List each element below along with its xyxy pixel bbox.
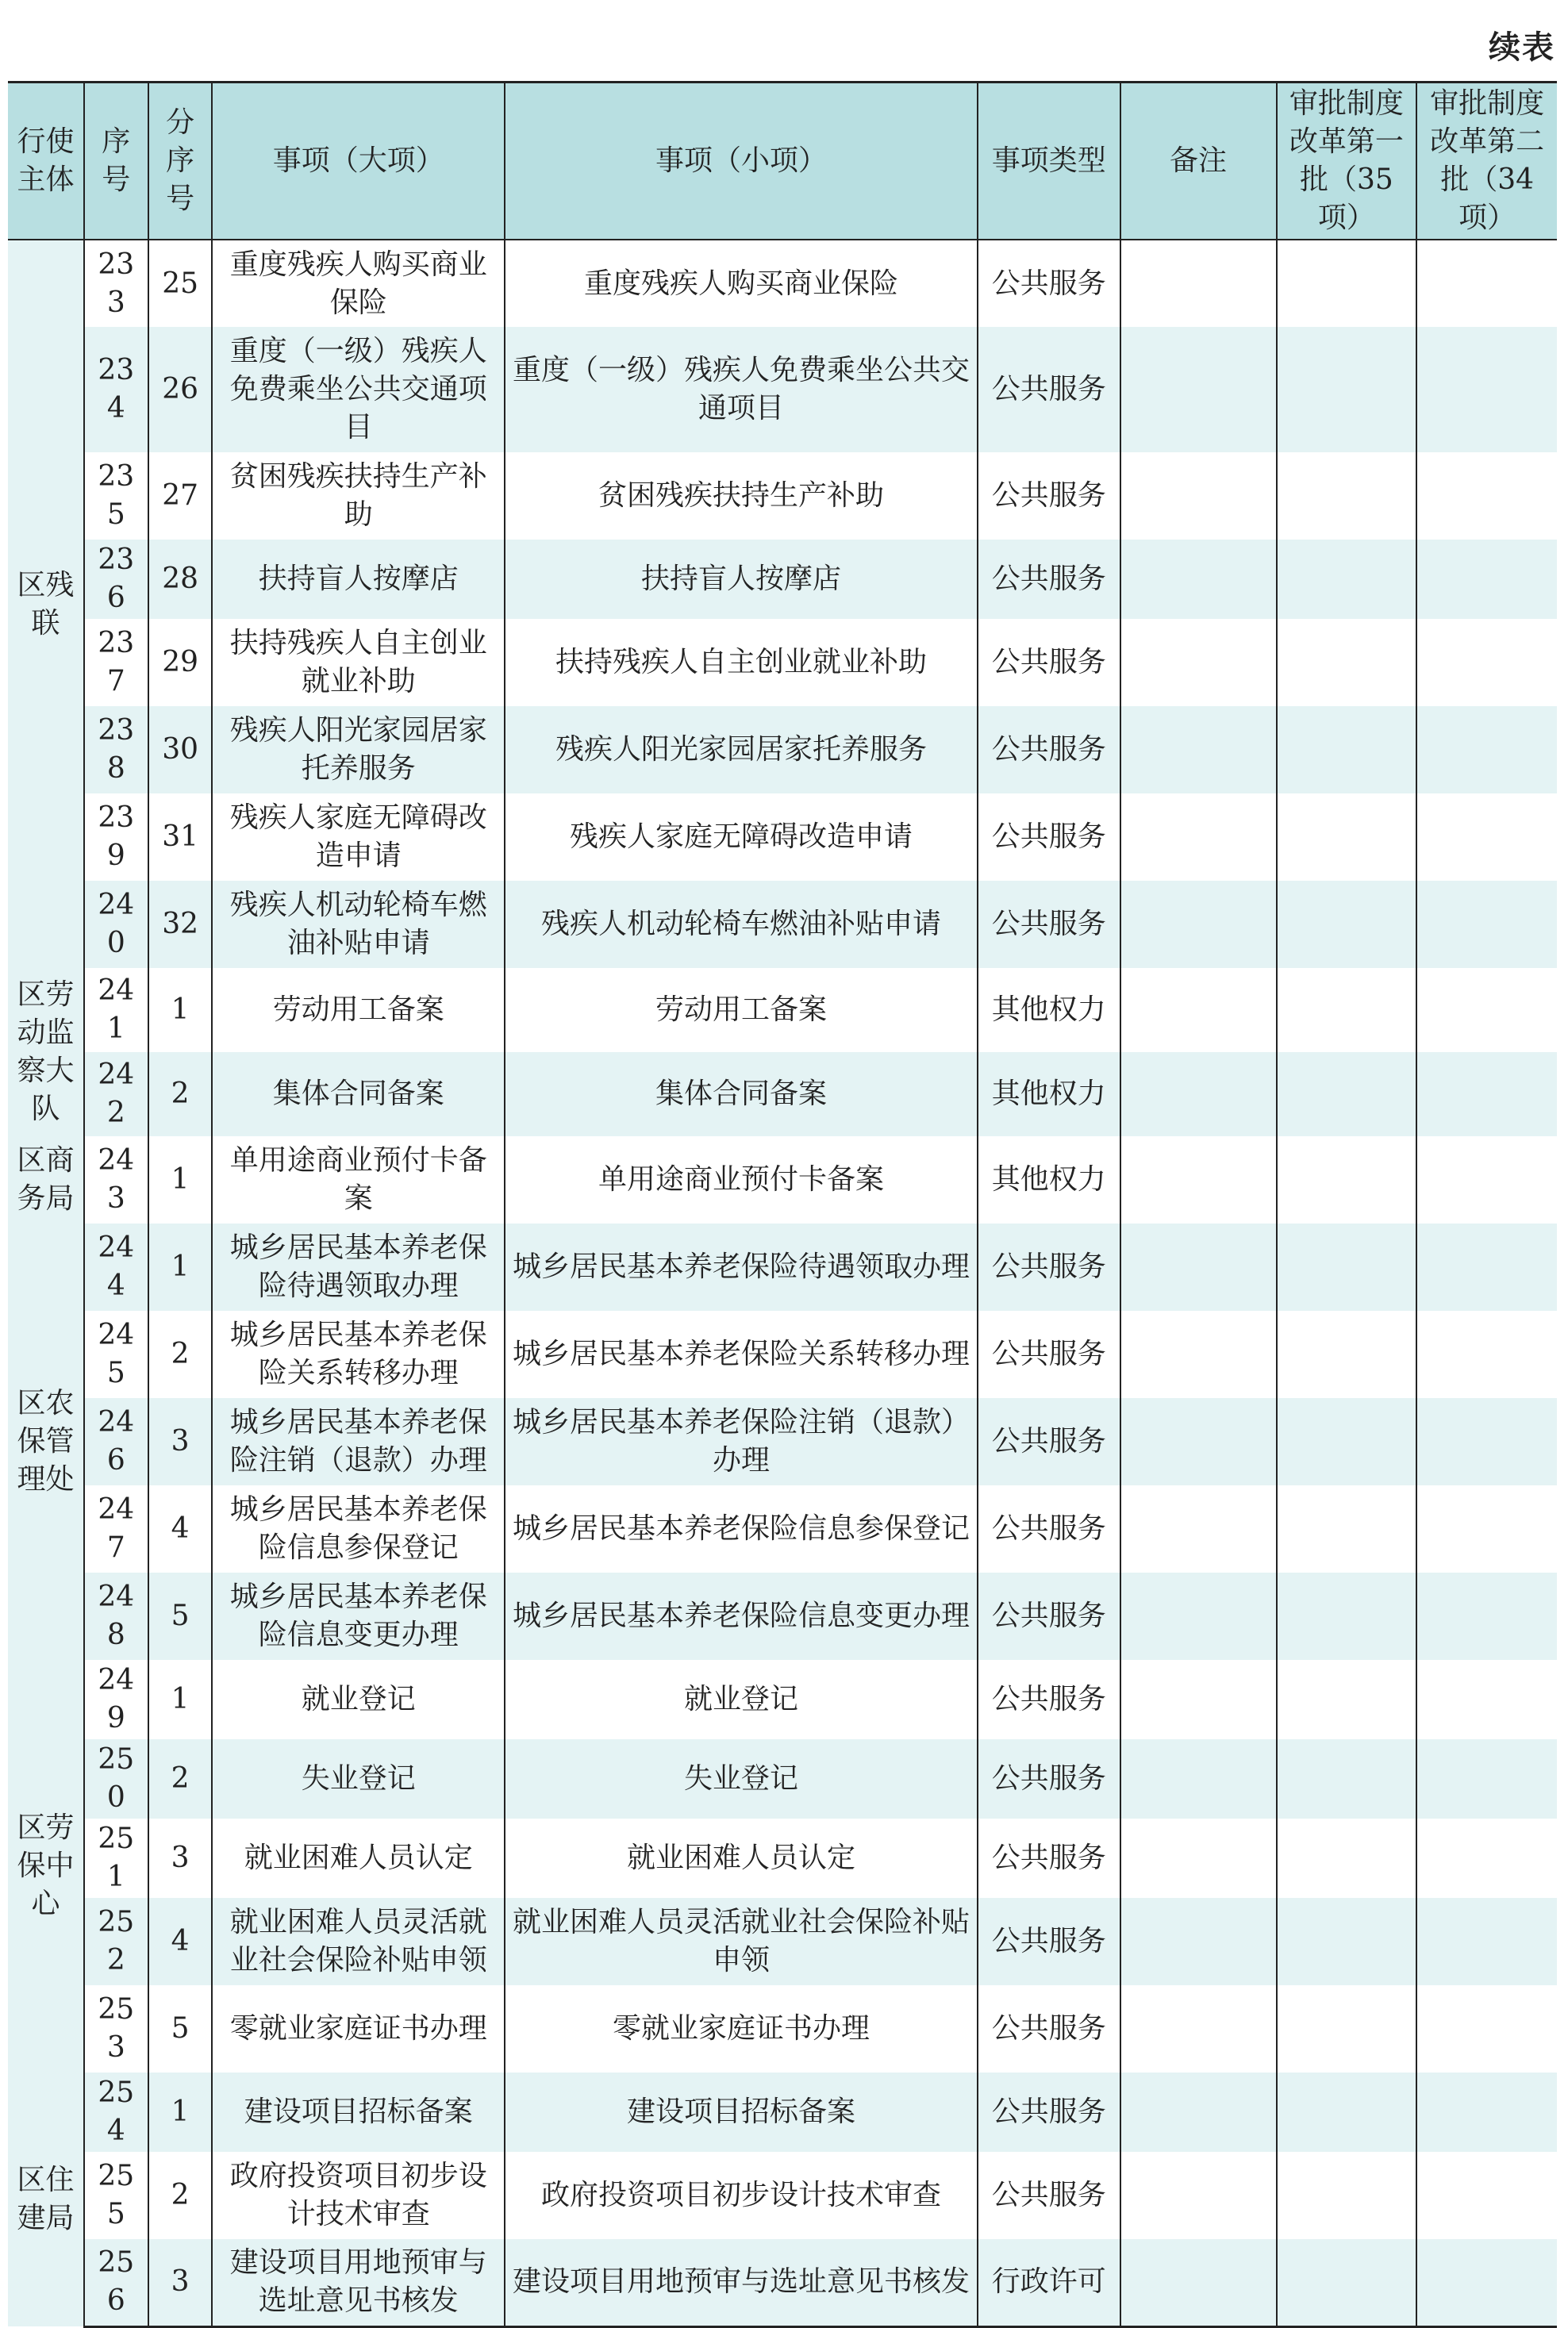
batch-1-cell [1277, 1739, 1417, 1819]
note-cell [1120, 540, 1277, 619]
note-cell [1120, 1224, 1277, 1311]
seq-cell: 240 [84, 881, 148, 968]
sub-seq-cell: 29 [148, 619, 213, 706]
major-item-cell: 就业登记 [212, 1660, 505, 1739]
batch-1-cell [1277, 1985, 1417, 2073]
seq-cell: 252 [84, 1898, 148, 1985]
note-cell [1120, 452, 1277, 540]
major-item-cell: 集体合同备案 [212, 1052, 505, 1136]
seq-cell: 243 [84, 1136, 148, 1224]
table-row [8, 1985, 1557, 2073]
batch-1-cell [1277, 706, 1417, 793]
body-cell: 区商务局 [8, 1136, 84, 1224]
table-row [8, 1311, 1557, 1398]
minor-item-cell: 残疾人家庭无障碍改造申请 [505, 793, 978, 881]
major-item-cell: 城乡居民基本养老保险注销（退款）办理 [212, 1398, 505, 1485]
seq-cell: 251 [84, 1819, 148, 1898]
batch-1-cell [1277, 881, 1417, 968]
body-cell: 区劳保中心 [8, 1660, 84, 2073]
item-type-cell: 公共服务 [978, 1224, 1120, 1311]
batch-1-cell [1277, 1136, 1417, 1224]
table-row [8, 1660, 1557, 1739]
batch-1-cell [1277, 2239, 1417, 2326]
minor-item-cell: 政府投资项目初步设计技术审查 [505, 2152, 978, 2239]
batch-2-cell [1416, 240, 1557, 327]
batch-1-cell [1277, 1898, 1417, 1985]
item-type-cell: 公共服务 [978, 1898, 1120, 1985]
header-major-item: 事项（大项） [212, 83, 505, 240]
item-type-cell: 公共服务 [978, 1398, 1120, 1485]
header-row [8, 83, 1557, 240]
batch-2-cell [1416, 2239, 1557, 2326]
table-row [8, 1739, 1557, 1819]
sub-seq-cell: 5 [148, 1573, 213, 1660]
seq-cell: 234 [84, 327, 148, 452]
note-cell [1120, 2152, 1277, 2239]
batch-1-cell [1277, 619, 1417, 706]
minor-item-cell: 集体合同备案 [505, 1052, 978, 1136]
note-cell [1120, 240, 1277, 327]
minor-item-cell: 城乡居民基本养老保险注销（退款）办理 [505, 1398, 978, 1485]
table-row [8, 240, 1557, 327]
major-item-cell: 零就业家庭证书办理 [212, 1985, 505, 2073]
major-item-cell: 劳动用工备案 [212, 968, 505, 1052]
sub-seq-cell: 1 [148, 1224, 213, 1311]
batch-1-cell [1277, 2073, 1417, 2152]
sub-seq-cell: 2 [148, 1311, 213, 1398]
sub-seq-cell: 32 [148, 881, 213, 968]
note-cell [1120, 1485, 1277, 1573]
table-row [8, 327, 1557, 452]
batch-1-cell [1277, 240, 1417, 327]
seq-cell: 250 [84, 1739, 148, 1819]
item-type-cell: 公共服务 [978, 2073, 1120, 2152]
major-item-cell: 残疾人阳光家园居家托养服务 [212, 706, 505, 793]
note-cell [1120, 327, 1277, 452]
note-cell [1120, 1898, 1277, 1985]
batch-1-cell [1277, 1573, 1417, 1660]
sub-seq-cell: 4 [148, 1898, 213, 1985]
minor-item-cell: 残疾人机动轮椅车燃油补贴申请 [505, 881, 978, 968]
minor-item-cell: 城乡居民基本养老保险信息变更办理 [505, 1573, 978, 1660]
batch-2-cell [1416, 327, 1557, 452]
item-type-cell: 公共服务 [978, 706, 1120, 793]
batch-2-cell [1416, 1985, 1557, 2073]
sub-seq-cell: 27 [148, 452, 213, 540]
batch-2-cell [1416, 1136, 1557, 1224]
note-cell [1120, 1985, 1277, 2073]
item-type-cell: 公共服务 [978, 1985, 1120, 2073]
seq-cell: 255 [84, 2152, 148, 2239]
table-row [8, 1224, 1557, 1311]
note-cell [1120, 1311, 1277, 1398]
table-row [8, 1052, 1557, 1136]
note-cell [1120, 2073, 1277, 2152]
body-cell: 区农保管理处 [8, 1224, 84, 1660]
sub-seq-cell: 1 [148, 1660, 213, 1739]
major-item-cell: 扶持盲人按摩店 [212, 540, 505, 619]
major-item-cell: 失业登记 [212, 1739, 505, 1819]
minor-item-cell: 残疾人阳光家园居家托养服务 [505, 706, 978, 793]
note-cell [1120, 793, 1277, 881]
table-row [8, 619, 1557, 706]
major-item-cell: 就业困难人员认定 [212, 1819, 505, 1898]
major-item-cell: 重度（一级）残疾人免费乘坐公共交通项目 [212, 327, 505, 452]
minor-item-cell: 建设项目用地预审与选址意见书核发 [505, 2239, 978, 2326]
sub-seq-cell: 1 [148, 2073, 213, 2152]
note-cell [1120, 881, 1277, 968]
table-row [8, 1398, 1557, 1485]
header-body: 行使主体 [8, 83, 84, 240]
header-batch-2: 审批制度改革第二批（34项） [1416, 83, 1557, 240]
table-body [8, 240, 1557, 2326]
table-row [8, 881, 1557, 968]
seq-cell: 245 [84, 1311, 148, 1398]
seq-cell: 256 [84, 2239, 148, 2326]
sub-seq-cell: 26 [148, 327, 213, 452]
major-item-cell: 残疾人机动轮椅车燃油补贴申请 [212, 881, 505, 968]
item-type-cell: 其他权力 [978, 1136, 1120, 1224]
note-cell [1120, 968, 1277, 1052]
batch-1-cell [1277, 968, 1417, 1052]
continued-label: 续表 [1489, 29, 1555, 66]
item-type-cell: 其他权力 [978, 1052, 1120, 1136]
major-item-cell: 就业困难人员灵活就业社会保险补贴申领 [212, 1898, 505, 1985]
sub-seq-cell: 3 [148, 1819, 213, 1898]
seq-cell: 233 [84, 240, 148, 327]
minor-item-cell: 零就业家庭证书办理 [505, 1985, 978, 2073]
item-type-cell: 行政许可 [978, 2239, 1120, 2326]
minor-item-cell: 单用途商业预付卡备案 [505, 1136, 978, 1224]
minor-item-cell: 扶持盲人按摩店 [505, 540, 978, 619]
item-type-cell: 公共服务 [978, 540, 1120, 619]
sub-seq-cell: 1 [148, 1136, 213, 1224]
note-cell [1120, 1398, 1277, 1485]
minor-item-cell: 城乡居民基本养老保险关系转移办理 [505, 1311, 978, 1398]
major-item-cell: 城乡居民基本养老保险信息变更办理 [212, 1573, 505, 1660]
major-item-cell: 贫困残疾扶持生产补助 [212, 452, 505, 540]
sub-seq-cell: 31 [148, 793, 213, 881]
note-cell [1120, 1573, 1277, 1660]
header-item-type: 事项类型 [978, 83, 1120, 240]
item-type-cell: 公共服务 [978, 1739, 1120, 1819]
major-item-cell: 重度残疾人购买商业保险 [212, 240, 505, 327]
batch-1-cell [1277, 1311, 1417, 1398]
item-type-cell: 公共服务 [978, 327, 1120, 452]
batch-1-cell [1277, 1398, 1417, 1485]
item-type-cell: 公共服务 [978, 881, 1120, 968]
table-row [8, 793, 1557, 881]
sub-seq-cell: 30 [148, 706, 213, 793]
major-item-cell: 城乡居民基本养老保险信息参保登记 [212, 1485, 505, 1573]
batch-2-cell [1416, 793, 1557, 881]
table-row [8, 1573, 1557, 1660]
table-row [8, 2239, 1557, 2326]
item-type-cell: 公共服务 [978, 1311, 1120, 1398]
note-cell [1120, 1136, 1277, 1224]
batch-1-cell [1277, 1660, 1417, 1739]
header-batch-1: 审批制度改革第一批（35项） [1277, 83, 1417, 240]
body-cell: 区住建局 [8, 2073, 84, 2326]
seq-cell: 237 [84, 619, 148, 706]
seq-cell: 253 [84, 1985, 148, 2073]
item-type-cell: 公共服务 [978, 452, 1120, 540]
minor-item-cell: 就业困难人员灵活就业社会保险补贴申领 [505, 1898, 978, 1985]
batch-1-cell [1277, 1052, 1417, 1136]
note-cell [1120, 1819, 1277, 1898]
batch-2-cell [1416, 706, 1557, 793]
header-minor-item: 事项（小项） [505, 83, 978, 240]
batch-2-cell [1416, 619, 1557, 706]
table-row [8, 968, 1557, 1052]
batch-1-cell [1277, 452, 1417, 540]
major-item-cell: 城乡居民基本养老保险待遇领取办理 [212, 1224, 505, 1311]
batch-2-cell [1416, 2152, 1557, 2239]
sub-seq-cell: 4 [148, 1485, 213, 1573]
minor-item-cell: 失业登记 [505, 1739, 978, 1819]
batch-2-cell [1416, 1660, 1557, 1739]
table-row [8, 1819, 1557, 1898]
batch-2-cell [1416, 540, 1557, 619]
seq-cell: 242 [84, 1052, 148, 1136]
header-seq: 序号 [84, 83, 148, 240]
major-item-cell: 建设项目用地预审与选址意见书核发 [212, 2239, 505, 2326]
batch-1-cell [1277, 2152, 1417, 2239]
minor-item-cell: 重度残疾人购买商业保险 [505, 240, 978, 327]
batch-2-cell [1416, 1819, 1557, 1898]
item-type-cell: 公共服务 [978, 1660, 1120, 1739]
major-item-cell: 扶持残疾人自主创业就业补助 [212, 619, 505, 706]
item-type-cell: 公共服务 [978, 2152, 1120, 2239]
major-item-cell: 城乡居民基本养老保险关系转移办理 [212, 1311, 505, 1398]
sub-seq-cell: 28 [148, 540, 213, 619]
sub-seq-cell: 1 [148, 968, 213, 1052]
item-type-cell: 公共服务 [978, 1819, 1120, 1898]
seq-cell: 244 [84, 1224, 148, 1311]
seq-cell: 247 [84, 1485, 148, 1573]
batch-2-cell [1416, 1224, 1557, 1311]
table-row [8, 1485, 1557, 1573]
seq-cell: 241 [84, 968, 148, 1052]
major-item-cell: 建设项目招标备案 [212, 2073, 505, 2152]
minor-item-cell: 贫困残疾扶持生产补助 [505, 452, 978, 540]
note-cell [1120, 1052, 1277, 1136]
batch-1-cell [1277, 1819, 1417, 1898]
seq-cell: 236 [84, 540, 148, 619]
item-type-cell: 公共服务 [978, 1573, 1120, 1660]
table-row [8, 452, 1557, 540]
header-note: 备注 [1120, 83, 1277, 240]
minor-item-cell: 劳动用工备案 [505, 968, 978, 1052]
batch-1-cell [1277, 1485, 1417, 1573]
note-cell [1120, 1739, 1277, 1819]
batch-1-cell [1277, 793, 1417, 881]
table-row [8, 1136, 1557, 1224]
note-cell [1120, 706, 1277, 793]
seq-cell: 235 [84, 452, 148, 540]
minor-item-cell: 就业困难人员认定 [505, 1819, 978, 1898]
batch-1-cell [1277, 327, 1417, 452]
sub-seq-cell: 2 [148, 1052, 213, 1136]
batch-2-cell [1416, 881, 1557, 968]
seq-cell: 249 [84, 1660, 148, 1739]
seq-cell: 254 [84, 2073, 148, 2152]
note-cell [1120, 619, 1277, 706]
batch-2-cell [1416, 1898, 1557, 1985]
sub-seq-cell: 3 [148, 1398, 213, 1485]
sub-seq-cell: 5 [148, 1985, 213, 2073]
minor-item-cell: 扶持残疾人自主创业就业补助 [505, 619, 978, 706]
item-type-cell: 其他权力 [978, 968, 1120, 1052]
header-sub-seq: 分序号 [148, 83, 213, 240]
body-cell: 区残联 [8, 240, 84, 968]
seq-cell: 239 [84, 793, 148, 881]
batch-2-cell [1416, 1739, 1557, 1819]
seq-cell: 238 [84, 706, 148, 793]
batch-2-cell [1416, 452, 1557, 540]
item-type-cell: 公共服务 [978, 793, 1120, 881]
seq-cell: 246 [84, 1398, 148, 1485]
item-type-cell: 公共服务 [978, 240, 1120, 327]
minor-item-cell: 城乡居民基本养老保险信息参保登记 [505, 1485, 978, 1573]
sub-seq-cell: 3 [148, 2239, 213, 2326]
minor-item-cell: 重度（一级）残疾人免费乘坐公共交通项目 [505, 327, 978, 452]
sub-seq-cell: 2 [148, 2152, 213, 2239]
minor-item-cell: 城乡居民基本养老保险待遇领取办理 [505, 1224, 978, 1311]
item-type-cell: 公共服务 [978, 1485, 1120, 1573]
note-cell [1120, 1660, 1277, 1739]
note-cell [1120, 2239, 1277, 2326]
major-item-cell: 政府投资项目初步设计技术审查 [212, 2152, 505, 2239]
batch-2-cell [1416, 1398, 1557, 1485]
seq-cell: 248 [84, 1573, 148, 1660]
major-item-cell: 单用途商业预付卡备案 [212, 1136, 505, 1224]
table-row [8, 706, 1557, 793]
table-row [8, 1898, 1557, 1985]
batch-2-cell [1416, 968, 1557, 1052]
major-item-cell: 残疾人家庭无障碍改造申请 [212, 793, 505, 881]
sub-seq-cell: 2 [148, 1739, 213, 1819]
table-row [8, 2073, 1557, 2152]
batch-2-cell [1416, 1485, 1557, 1573]
minor-item-cell: 就业登记 [505, 1660, 978, 1739]
sub-seq-cell: 25 [148, 240, 213, 327]
approval-items-table [8, 81, 1557, 2328]
item-type-cell: 公共服务 [978, 619, 1120, 706]
batch-1-cell [1277, 1224, 1417, 1311]
body-cell: 区劳动监察大队 [8, 968, 84, 1136]
batch-1-cell [1277, 540, 1417, 619]
table-row [8, 540, 1557, 619]
batch-2-cell [1416, 1052, 1557, 1136]
minor-item-cell: 建设项目招标备案 [505, 2073, 978, 2152]
batch-2-cell [1416, 2073, 1557, 2152]
batch-2-cell [1416, 1573, 1557, 1660]
batch-2-cell [1416, 1311, 1557, 1398]
table-row [8, 2152, 1557, 2239]
